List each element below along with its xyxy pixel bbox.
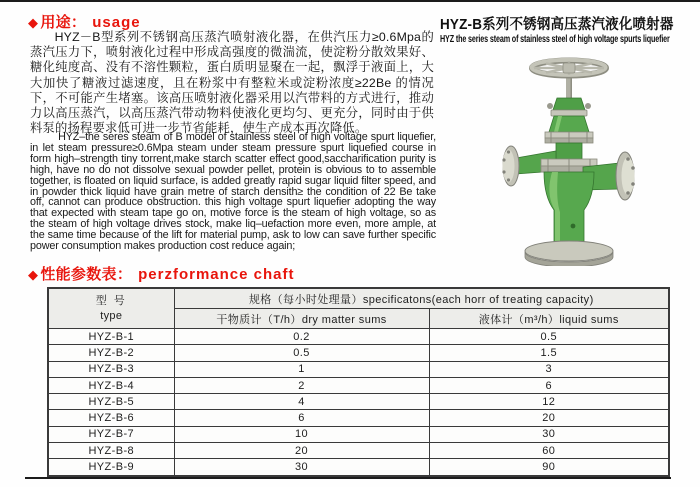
cell-model: HYZ-B-8	[48, 443, 174, 459]
cell-dry: 4	[174, 394, 429, 410]
cell-liquid: 20	[429, 410, 669, 426]
cell-liquid: 0.5	[429, 329, 669, 345]
cell-dry: 1	[174, 361, 429, 377]
cell-model: HYZ-B-5	[48, 394, 174, 410]
cell-liquid: 3	[429, 361, 669, 377]
usage-heading-en: usage	[92, 14, 141, 31]
table-row	[48, 459, 669, 476]
usage-paragraph-english: HYZ–the seres steam of B model of stainless steel of high voltage spurt liquefier, in let steam pressure≥0.6Mpa steam under steam pressure spurt liquefied course in form high–strength tiny torrent,make starch scatter effect good,saccharification purity is high, have no do not dissolve sexual powder pellet, protein is obvious to to assemble together, is floated on liquid surface, is added greatly rapid sugar liquid filter speed, and in powder thick liquid have grain metre of starch densith≥ the condition of 22 Be take off, cannot can produce obstruction. this high voltage spurt liquefier adopting the way that expected with steam tape go on, motive force is the steam of high voltage, so as the steam of high voltage drives stock, make liq–uefaction more even, more ample, at the same time because of the lift for material pump, ask to low can save further specific power consumption makes production cost reduce again;	[30, 131, 436, 253]
cell-liquid: 6	[429, 377, 669, 393]
cell-model: HYZ-B-7	[48, 426, 174, 442]
gland-flange	[551, 110, 587, 116]
drain-port	[571, 224, 576, 229]
col-header-dry-matter: 干物质计（T/h）dry matter sums	[174, 309, 429, 329]
cell-dry: 0.5	[174, 345, 429, 361]
left-flange	[502, 146, 519, 186]
usage-paragraph-chinese: HYZ－B型系列不锈钢高压蒸汽喷射液化器，在供汽压力≥0.6Mpa的蒸汽压力下，喷射液化过程中形成高强度的微湍流，使淀粉分散效果好、糖化纯度高、没有不溶性颗粒，蛋白质明显聚在一起，飘浮于液面上，大大加快了糖液过滤速度，且在粉浆中有整粒米或淀粉浓度≥22Be 的情况下，不可能产生堵塞。该高压喷射液化器采用以汽带料的方式进行，推动力以高压蒸汽，以高压蒸汽带动物料使液化更均匀、更充分，同时由于供料泵的扬程要求低可进一步节省能耗，使生产成本再次降低。	[30, 30, 434, 136]
table-row	[48, 345, 669, 361]
cell-liquid: 1.5	[429, 345, 669, 361]
product-title-en-text: HYZ the series steam of stainless steel of high voltage spurts liquefier	[440, 34, 670, 45]
right-flange	[616, 152, 635, 200]
base-flange	[525, 241, 613, 266]
col-header-model	[48, 288, 174, 329]
cell-dry: 2	[174, 377, 429, 393]
top-border-rule	[0, 0, 700, 2]
table-row	[48, 377, 669, 393]
diamond-bullet-icon: ◆	[28, 267, 39, 282]
cell-model: HYZ-B-4	[48, 377, 174, 393]
product-title-en	[440, 34, 696, 45]
cell-liquid: 90	[429, 459, 669, 476]
product-title-zh	[440, 13, 696, 34]
diamond-bullet-icon: ◆	[28, 15, 39, 30]
cell-model: HYZ-B-2	[48, 345, 174, 361]
performance-heading	[28, 263, 295, 284]
cell-dry: 6	[174, 410, 429, 426]
table-row	[48, 410, 669, 426]
cell-liquid: 30	[429, 426, 669, 442]
cell-dry: 0.2	[174, 329, 429, 345]
cell-model: HYZ-B-6	[48, 410, 174, 426]
cell-dry: 20	[174, 443, 429, 459]
bonnet-side-knob-right	[585, 103, 591, 109]
table-row	[48, 443, 669, 459]
cell-model: HYZ-B-9	[48, 459, 174, 476]
neck	[556, 143, 582, 159]
performance-table	[47, 287, 670, 477]
col-header-spec-group: 规格（每小时处理量）specificatons(each horr of treating capacity)	[174, 288, 669, 309]
cell-dry: 10	[174, 426, 429, 442]
usage-heading	[28, 11, 141, 32]
cell-model: HYZ-B-3	[48, 361, 174, 377]
cell-model: HYZ-B-1	[48, 329, 174, 345]
table-row	[48, 426, 669, 442]
handwheel-icon	[532, 60, 606, 76]
performance-heading-en: perzformance chaft	[138, 266, 295, 283]
usage-heading-zh: 用途：	[40, 14, 87, 31]
product-photo-injector	[452, 54, 684, 266]
table-row	[48, 329, 669, 345]
table-header-row-1	[48, 288, 669, 309]
bottom-border-rule	[25, 477, 671, 479]
cell-liquid: 12	[429, 394, 669, 410]
table-row	[48, 394, 669, 410]
upper-flange-joint	[545, 132, 593, 143]
col-header-model-zh: 型 号	[95, 294, 127, 307]
performance-heading-zh: 性能参数表：	[40, 266, 133, 283]
table-row	[48, 361, 669, 377]
valve-bonnet	[553, 98, 585, 110]
col-header-liquid: 液体计（m³/h）liquid sums	[429, 309, 669, 329]
bonnet-side-knob-left	[547, 103, 553, 109]
cell-dry: 30	[174, 459, 429, 476]
col-header-model-en: type	[100, 309, 123, 322]
product-title-zh-text: HYZ-B系列不锈钢高压蒸汽液化喷射器	[440, 17, 674, 33]
cell-liquid: 60	[429, 443, 669, 459]
